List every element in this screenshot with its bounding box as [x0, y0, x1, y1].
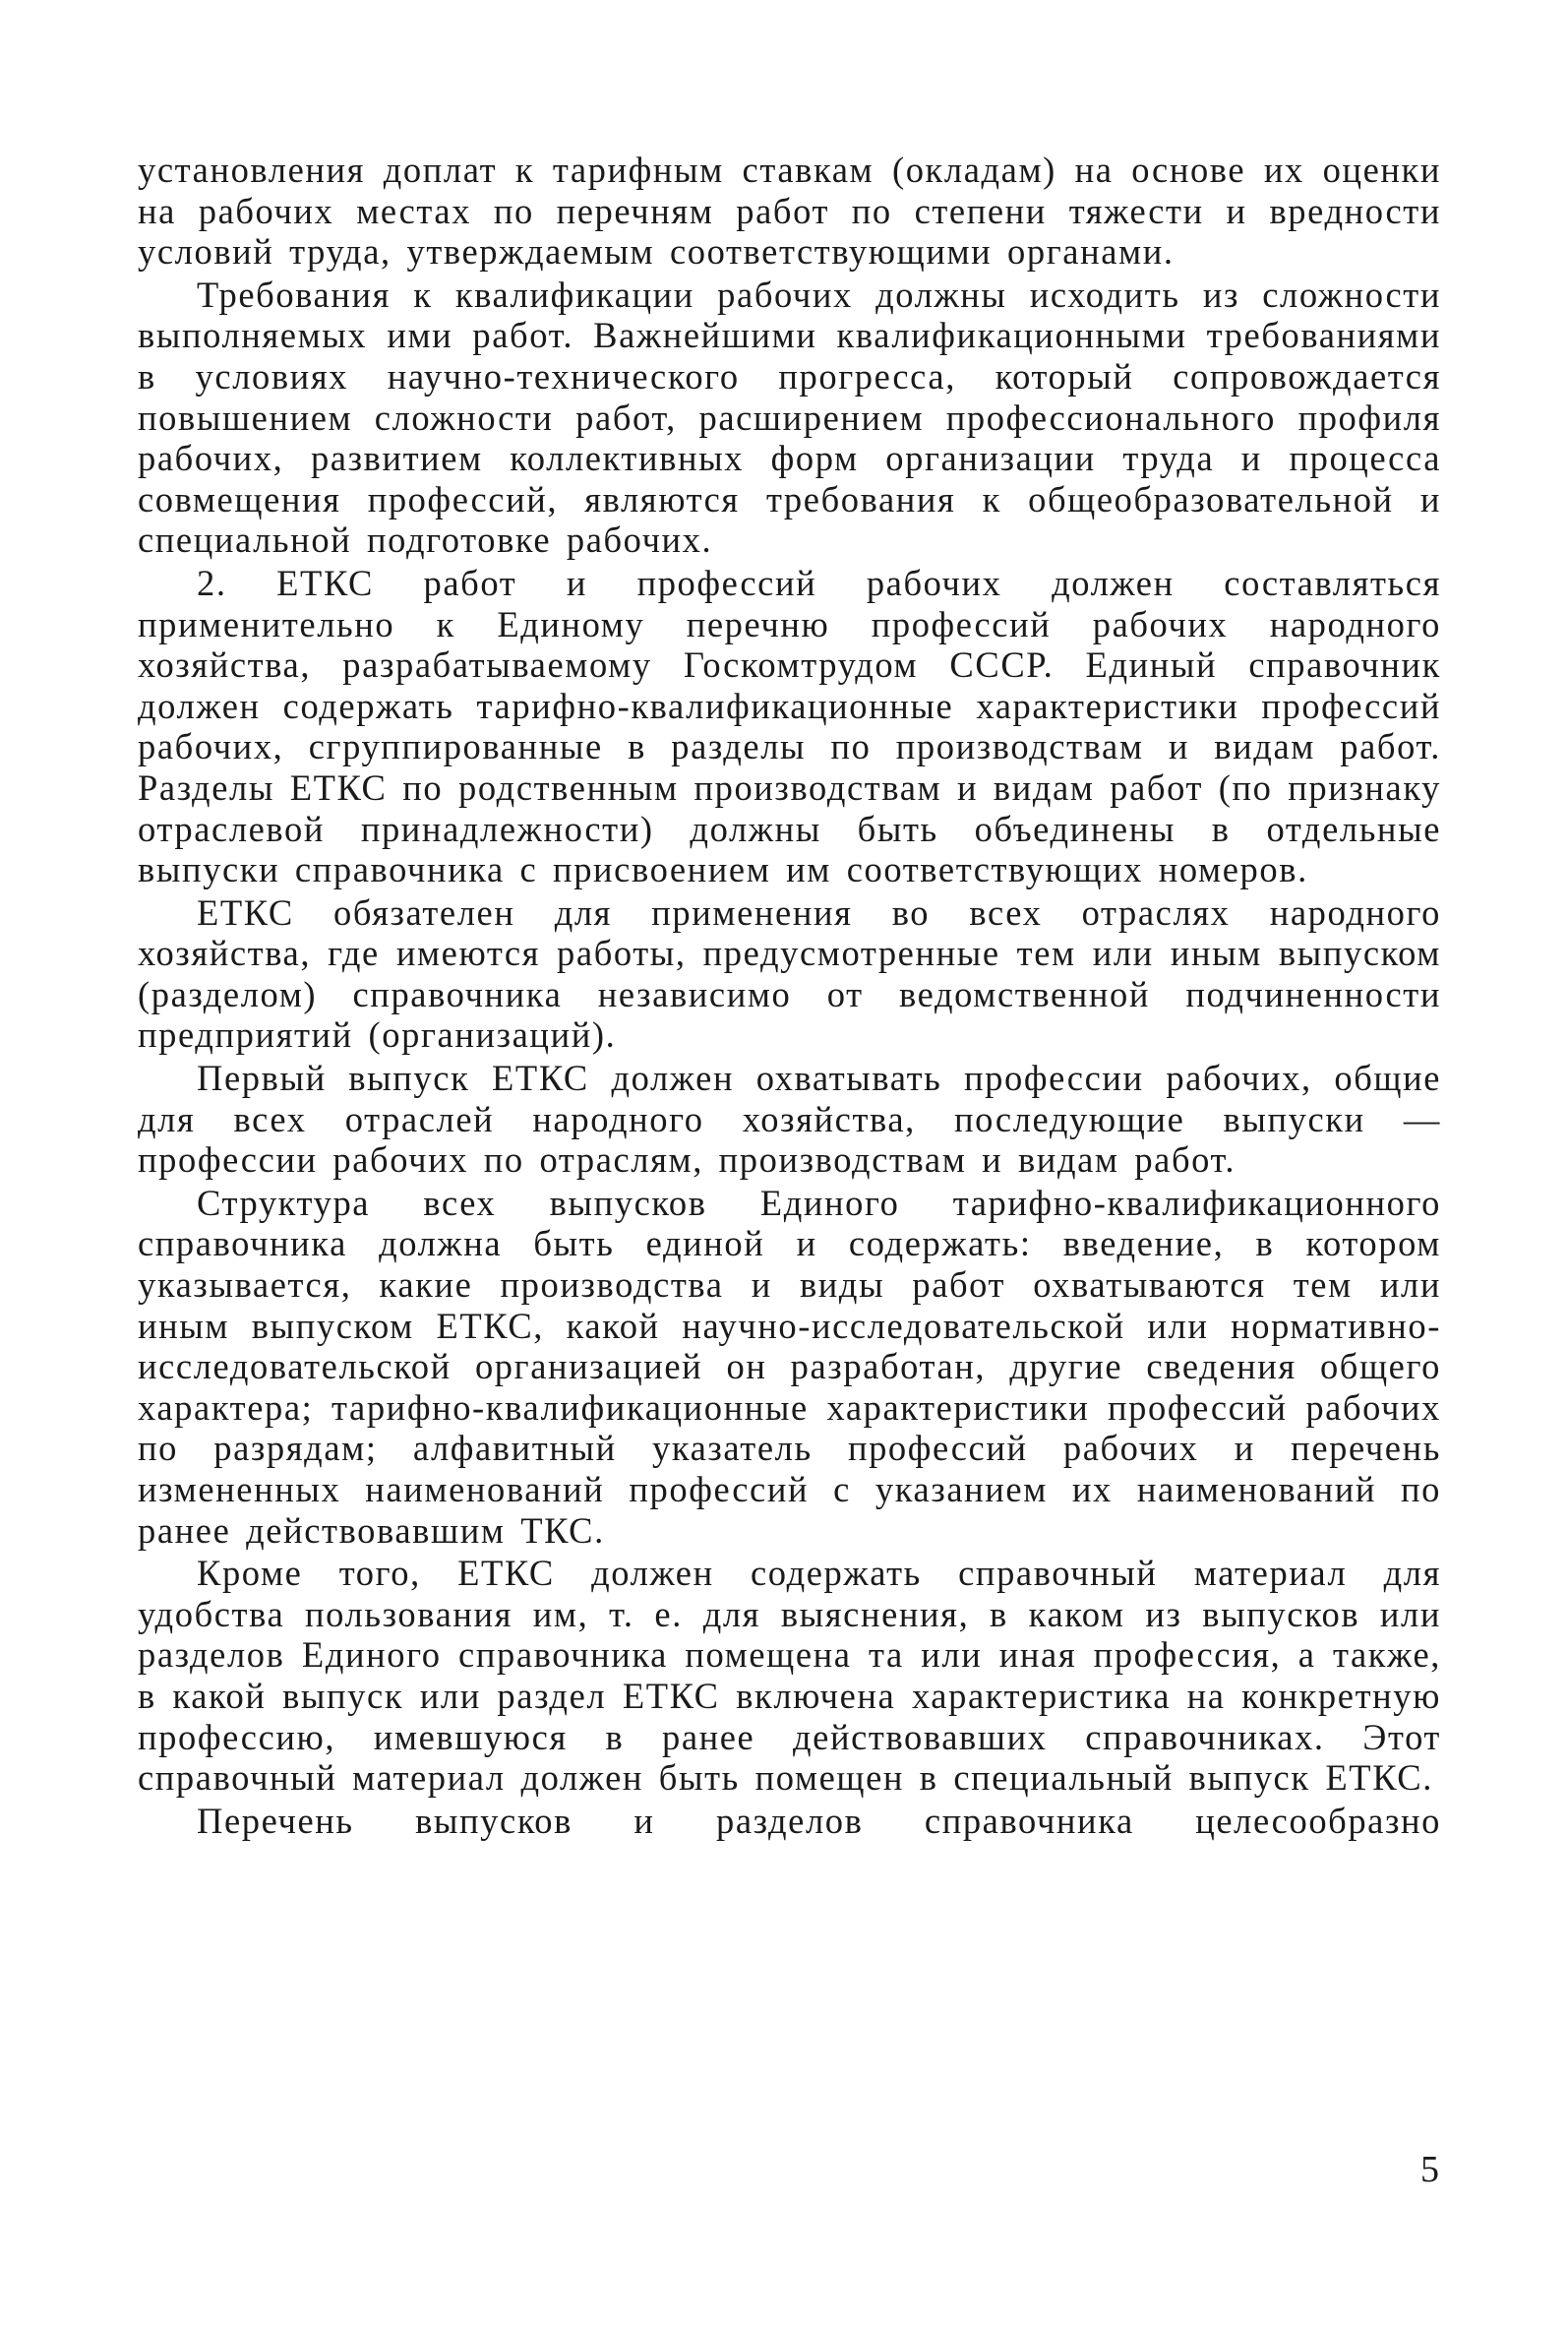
paragraph-continuation: установления доплат к тарифным ставкам (окладам) на основе их оценки на рабочих местах по перечням работ по степени тяжести и вредности условий труда, утверждаемым соответствующими органами.: [138, 150, 1441, 273]
paragraph-list-of-issues: Перечень выпусков и разделов справочника целесообразно: [197, 1800, 1441, 1841]
body-text: [138, 150, 1441, 1841]
paragraph-etks-mandatory: ЕТКС обязателен для применения во всех отраслях народного хозяйства, где имеются работы, предусмотренные тем или иным выпуском (разделом) справочника независимо от ведомственной подчиненности предприятий (организаций).: [138, 891, 1441, 1056]
paragraph-qualification-requirements: Требования к квалификации рабочих должны исходить из сложности выполняемых ими работ. Важнейшими квалификационными требованиями в условиях научно-технического прогресса, который сопровождается повышением сложности работ, расширением профессионального профиля рабочих, развитием коллективных форм организации труда и процесса совмещения профессий, являются требования к общеобразовательной и специальной подготовке рабочих.: [138, 274, 1441, 561]
paragraph-first-issue: Первый выпуск ЕТКС должен охватывать профессии рабочих, общие для всех отраслей народного хозяйства, последующие выпуски — профессии рабочих по отраслям, производствам и видам работ.: [138, 1058, 1441, 1181]
paragraph-reference-material: Кроме того, ЕТКС должен содержать справочный материал для удобства пользования им, т. е. для выяснения, в каком из выпусков или разделов Единого справочника помещена та или иная профессия, а также, в какой выпуск или раздел ЕТКС включена характеристика на конкретную профессию, имевшуюся в ранее действовавших справочниках. Этот справочный материал должен быть помещен в специальный выпуск ЕТКС.: [138, 1553, 1441, 1799]
paragraph-section-2: 2. ЕТКС работ и профессий рабочих должен составляться применительно к Единому перечню профессий рабочих народного хозяйства, разрабатываемому Госкомтрудом СССР. Единый справочник должен содержать тарифно-квалификационные характеристики профессий рабочих, сгруппированные в разделы по производствам и видам работ. Разделы ЕТКС по родственным производствам и видам работ (по признаку отраслевой принадлежности) должны быть объединены в отдельные выпуски справочника с присвоением им соответствующих номеров.: [138, 562, 1441, 890]
paragraph-structure: Структура всех выпусков Единого тарифно-квалификационного справочника должна быть единой и содержать: введение, в котором указывается, какие производства и виды работ охватываются тем или иным выпуском ЕТКС, какой научно-исследовательской или нормативно-исследовательской организацией он разработан, другие сведения общего характера; тарифно-квалификационные характеристики профессий рабочих по разрядам; алфавитный указатель профессий рабочих и перечень измененных наименований профессий с указанием их наименований по ранее действовавшим ТКС.: [138, 1182, 1441, 1551]
page-number: 5: [1420, 2149, 1440, 2190]
